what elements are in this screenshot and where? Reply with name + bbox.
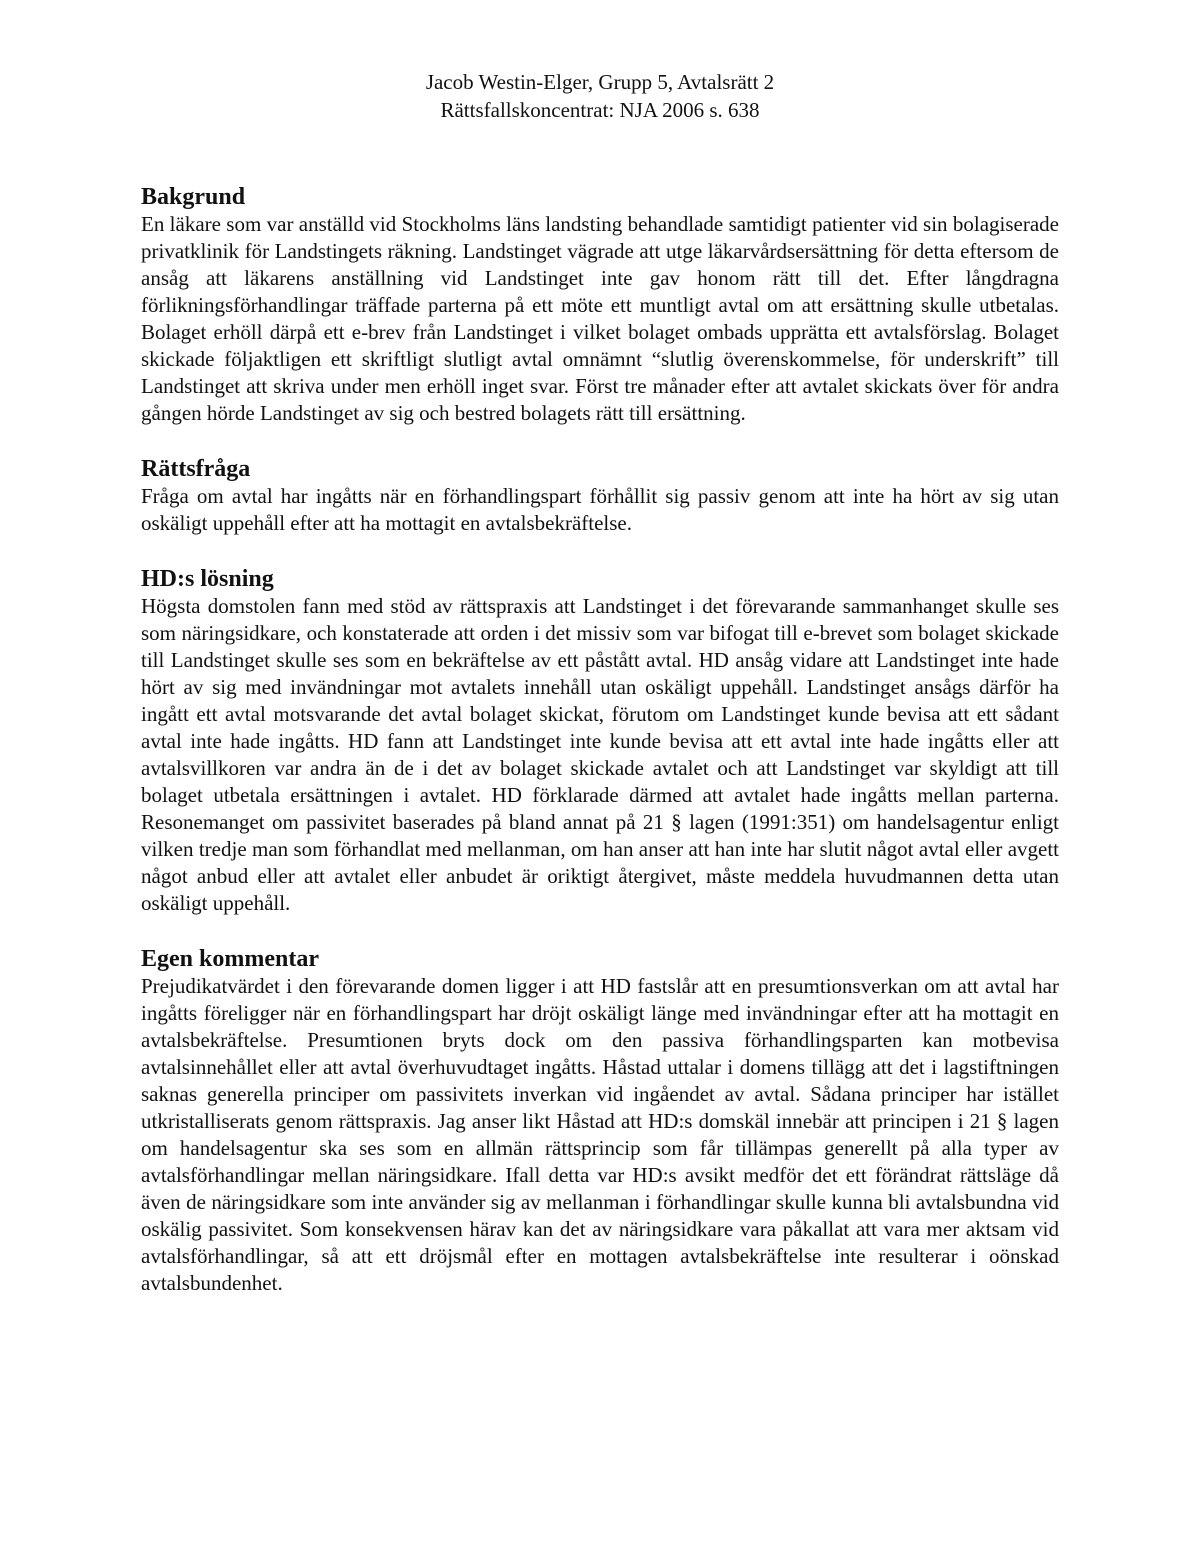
author-line: Jacob Westin-Elger, Grupp 5, Avtalsrätt 2 xyxy=(425,70,775,94)
section-heading-hd-losning: HD:s lösning xyxy=(141,566,274,592)
section-heading-egen-kommentar: Egen kommentar xyxy=(141,946,319,972)
section-bakgrund xyxy=(141,183,1059,427)
document-header xyxy=(141,68,1059,124)
section-body-rattsfraga: Fråga om avtal har ingåtts när en förhandlingspart förhållit sig passiv genom att inte ha hört av sig utan oskäligt uppehåll efter att ha mottagit en avtalsbekräftelse. xyxy=(141,484,1059,535)
section-heading-bakgrund: Bakgrund xyxy=(141,184,246,210)
section-egen-kommentar xyxy=(141,945,1059,1297)
document-title: Rättsfallskoncentrat: NJA 2006 s. 638 xyxy=(440,98,760,122)
section-hd-losning xyxy=(141,565,1059,917)
section-body-hd-losning: Högsta domstolen fann med stöd av rättspraxis att Landstinget i det förevarande sammanhanget skulle ses som näringsidkare, och konstaterade att orden i det missiv som var bifogat till e-brevet som bolaget skickade till Landstinget skulle ses som en bekräftelse av ett påstått avtal. HD ansåg vidare att Landstinget inte hade hört av sig med invändningar mot avtalets innehåll utan oskäligt uppehåll. Landstinget ansågs därför ha ingått ett avtal motsvarande det avtal bolaget skickat, förutom om Landstinget kunde bevisa att ett sådant avtal inte hade ingåtts. HD fann att Landstinget inte kunde bevisa att ett avtal inte hade ingåtts eller att avtalsvillkoren var andra än de i det av bolaget skickade avtalet och att Landstinget var skyldigt att till bolaget utbetala ersättningen i avtalet. HD förklarade därmed att avtalet hade ingåtts mellan parterna. Resonemanget om passivitet baserades på bland annat på 21 § lagen (1991:351) om handelsagentur enligt vilken tredje man som förhandlat med mellanman, om han anser att han inte har slutit något avtal eller avgett något anbud eller att avtalet eller anbudet är oriktigt återgivet, måste meddela huvudmannen detta utan oskäligt uppehåll. xyxy=(141,594,1059,915)
section-body-egen-kommentar: Prejudikatvärdet i den förevarande domen ligger i att HD fastslår att en presumtionsverkan om att avtal har ingåtts föreligger när en förhandlingspart har dröjt oskäligt länge med invändningar efter att ha mottagit en avtalsbekräftelse. Presumtionen bryts dock om den passiva förhandlingsparten kan motbevisa avtalsinnehållet eller att avtal överhuvudtaget ingåtts. Håstad uttalar i domens tillägg att det i lagstiftningen saknas generella principer om passivitets inverkan vid ingåendet av avtal. Sådana principer har istället utkristalliserats genom rättspraxis. Jag anser likt Håstad att HD:s domskäl innebär att principen i 21 § lagen om handelsagentur ska ses som en allmän rättsprincip som får tillämpas generellt på alla typer av avtalsförhandlingar mellan näringsidkare. Ifall detta var HD:s avsikt medför det ett förändrat rättsläge då även de näringsidkare som inte använder sig av mellanman i förhandlingar skulle kunna bli avtalsbundna vid oskälig passivitet. Som konsekvensen härav kan det av näringsidkare vara påkallat att vara mer aktsam vid avtalsförhandlingar, så att ett dröjsmål efter en mottagen avtalsbekräftelse inte resulterar i oönskad avtalsbundenhet. xyxy=(141,974,1059,1295)
section-rattsfraga xyxy=(141,455,1059,537)
section-heading-rattsfraga: Rättsfråga xyxy=(141,456,251,482)
section-body-bakgrund: En läkare som var anställd vid Stockholms läns landsting behandlade samtidigt patienter vid sin bolagiserade privatklinik för Landstingets räkning. Landstinget vägrade att utge läkarvårdsersättning för detta eftersom de ansåg att läkarens anställning vid Landstinget inte gav honom rätt till det. Efter långdragna förlikningsförhandlingar träffade parterna på ett möte ett muntligt avtal om att ersättning skulle utbetalas. Bolaget erhöll därpå ett e-brev från Landstinget i vilket bolaget ombads upprätta ett avtalsförslag. Bolaget skickade följaktligen ett skriftligt slutligt avtal omnämnt “slutlig överenskommelse, för underskrift” till Landstinget att skriva under men erhöll inget svar. Först tre månader efter att avtalet skickats över för andra gången hörde Landstinget av sig och bestred bolagets rätt till ersättning. xyxy=(141,212,1059,425)
document-page xyxy=(141,68,1059,1297)
